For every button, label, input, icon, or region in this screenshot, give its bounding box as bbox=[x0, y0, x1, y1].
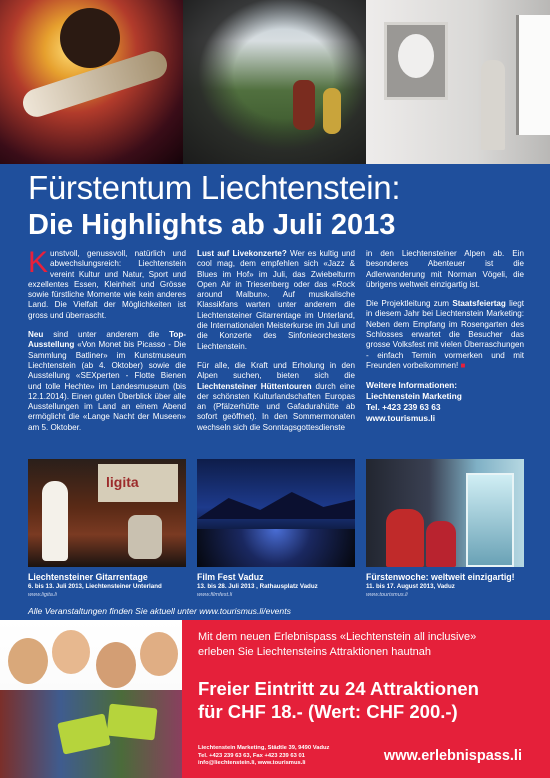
paragraph-text: Wer es kultig und cool mag, dem empfehlen sich «Jazz & Blues im Hof» im Juli, das Zwiebelturm Open Air in Triesenberg oder das «Rock around Malbun». Auf musikalische Klassikfans warten unter anderem die Liechtensteiner Gitarrentage im Unterland, die Internationalen Meisterkurse im Juli und die Konzerte des Sinfonieorchesters Liechtenstein. bbox=[197, 249, 355, 351]
person-head bbox=[52, 630, 90, 674]
paragraph-text: «Von Monet bis Picasso - Die Sammlung Batliner» im Kunstmuseum Liechtenstein (ab 4. Oktober) sowie die Ausstellung «SEXperten - Flotte Bienen und tolle Hechte» im Landesmuseum (bis 12.1.2014). Einen guten Überblick über alle Ausstellungen im Land an einem Abend ermöglicht die «Lange Nacht der Museen» am 5. Oktober. bbox=[28, 340, 186, 432]
all-events-note: Alle Veranstaltungen finden Sie aktuell unter www.tourismus.li/events bbox=[28, 606, 291, 616]
info-web-link[interactable]: www.tourismus.li bbox=[366, 413, 436, 424]
concert-photo bbox=[0, 0, 183, 164]
bold-text: Staatsfeiertag bbox=[452, 299, 506, 309]
promo-intro-line-2: erleben Sie Liechtensteins Attraktionen hautnah bbox=[198, 646, 431, 658]
event-photo bbox=[28, 459, 186, 567]
screen-logo-text: ligita bbox=[106, 474, 139, 490]
bold-text: Neu bbox=[28, 330, 44, 340]
promo-headline-2: für CHF 18.- (Wert: CHF 200.-) bbox=[198, 701, 458, 722]
paragraph-text: Für alle, die Kraft und Erholung in den Alpen suchen, bieten sich die bbox=[197, 360, 355, 381]
hiking-photo bbox=[183, 0, 366, 164]
article-column-2 bbox=[197, 249, 355, 442]
event-title: Film Fest Vaduz bbox=[197, 572, 264, 582]
paragraph-text: Die Projektleitung zum bbox=[366, 299, 453, 309]
rock-arch bbox=[183, 0, 366, 164]
paragraph-text: liegt in diesem Jahr bei Liechtenstein Marketing: Neben dem Empfang im Rosengarten des Schlosses erwartet die Besucher das grosse Volksfest mit vielen Überraschungen - einfach Termin vormerken und mit Freunden vorbeikommen! bbox=[366, 299, 524, 370]
headline bbox=[28, 168, 528, 242]
promo-section bbox=[0, 620, 550, 778]
guitarist-figure bbox=[60, 8, 120, 68]
drop-cap: K bbox=[28, 246, 49, 279]
event-url[interactable]: www.ligita.li bbox=[28, 592, 57, 598]
event-title: Liechtensteiner Gitarrentage bbox=[28, 572, 148, 582]
paragraph bbox=[28, 330, 186, 433]
hiker-figure-2 bbox=[323, 88, 341, 134]
person-head bbox=[8, 638, 48, 684]
event-card[interactable] bbox=[366, 459, 524, 599]
friends-photo bbox=[0, 620, 182, 778]
event-card[interactable] bbox=[28, 459, 186, 599]
person-head bbox=[96, 642, 136, 688]
museum-photo bbox=[366, 0, 550, 164]
display-case bbox=[466, 473, 514, 567]
contact-phone: Tel. +423 239 63 63, Fax +423 239 63 01 bbox=[198, 752, 305, 759]
promo-panel bbox=[182, 620, 550, 778]
event-photo bbox=[366, 459, 524, 567]
info-tel: Tel. +423 239 63 63 bbox=[366, 402, 441, 413]
visitor-figure bbox=[481, 60, 505, 150]
contact-block bbox=[198, 745, 329, 768]
paragraph-text: sind unter anderem die bbox=[43, 330, 170, 340]
hiker-figure bbox=[293, 80, 315, 130]
event-date: 13. bis 28. Juli 2013 , Rathausplatz Vaduz bbox=[197, 583, 318, 590]
dancer-figure bbox=[42, 481, 68, 561]
headline-line-2: Die Highlights ab Juli 2013 bbox=[28, 209, 396, 241]
article-columns bbox=[28, 246, 524, 449]
bold-text: Top-Ausstellung bbox=[28, 330, 186, 350]
headline-line-1: Fürstentum Liechtenstein: bbox=[28, 169, 401, 206]
erlebnispass-link[interactable]: www.erlebnispass.li bbox=[383, 748, 522, 764]
paragraph bbox=[366, 299, 524, 371]
event-url[interactable]: www.tourismus.li bbox=[366, 592, 408, 598]
paragraph-text: unstvoll, genussvoll, natürlich und abwechslungsreich: Liechtenstein vereint Kultur und Natur, Sport und exzellentes Essen, Kleinheit und Grösse sowie fürstliche Momente wie kein anderes Land. Die Vielfalt der Möglichkeiten ist gross und überrascht. bbox=[28, 249, 186, 320]
paragraph bbox=[197, 361, 355, 433]
stage-screen bbox=[98, 464, 178, 502]
promo-intro-line-1: Mit dem neuen Erlebnispass «Liechtenstein all inclusive» bbox=[198, 631, 477, 643]
article-column-1 bbox=[28, 246, 186, 442]
paragraph bbox=[28, 246, 186, 321]
child-figure-2 bbox=[426, 521, 456, 567]
event-photo bbox=[197, 459, 355, 567]
pass-card bbox=[106, 704, 157, 741]
artwork-frame-2 bbox=[516, 15, 550, 135]
contact-email[interactable]: info@liechtenstein.li, www.tourismus.li bbox=[198, 760, 306, 767]
event-url[interactable]: www.filmfest.li bbox=[197, 592, 233, 598]
paragraph: in den Liechtensteiner Alpen ab. Ein besonderes Abenteuer ist die Adlerwanderung mit Norman Vögeli, die übrigens weltweit einzigartig ist. bbox=[366, 249, 524, 289]
mountain-silhouette bbox=[197, 489, 355, 519]
child-figure bbox=[386, 509, 424, 567]
article-column-3 bbox=[366, 249, 524, 424]
event-card[interactable] bbox=[197, 459, 355, 599]
header-photo-strip bbox=[0, 0, 550, 164]
info-title: Weitere Informationen: bbox=[366, 380, 458, 391]
info-org: Liechtenstein Marketing bbox=[366, 391, 462, 402]
artwork-face bbox=[398, 34, 434, 78]
events-row bbox=[28, 459, 524, 601]
crowd-silhouette bbox=[197, 529, 355, 567]
end-mark-icon: ■ bbox=[460, 360, 466, 370]
musician-figure bbox=[128, 515, 162, 559]
bold-text: Liechtensteiner Hüttentouren bbox=[197, 381, 312, 391]
promo-headline-1: Freier Eintritt zu 24 Attraktionen bbox=[198, 678, 479, 699]
event-date: 11. bis 17. August 2013, Vaduz bbox=[366, 583, 455, 590]
paragraph bbox=[197, 249, 355, 352]
paragraph-text: durch eine der schönsten Kulturlandschaften Europas an (Pfälzerhütte und Gafadurahütte ab sofort geöffnet). In den Sommermonaten wechseln sich die Sonntagsgottesdienste bbox=[197, 381, 356, 432]
contact-address: Liechtenstein Marketing, Städtle 39, 9490 Vaduz bbox=[198, 745, 330, 751]
event-title: Fürstenwoche: weltweit einzigartig! bbox=[366, 572, 515, 582]
event-date: 6. bis 13. Juli 2013, Liechtensteiner Unterland bbox=[28, 583, 162, 590]
person-head bbox=[140, 632, 178, 676]
bold-text: Lust auf Livekonzerte? bbox=[197, 249, 287, 258]
